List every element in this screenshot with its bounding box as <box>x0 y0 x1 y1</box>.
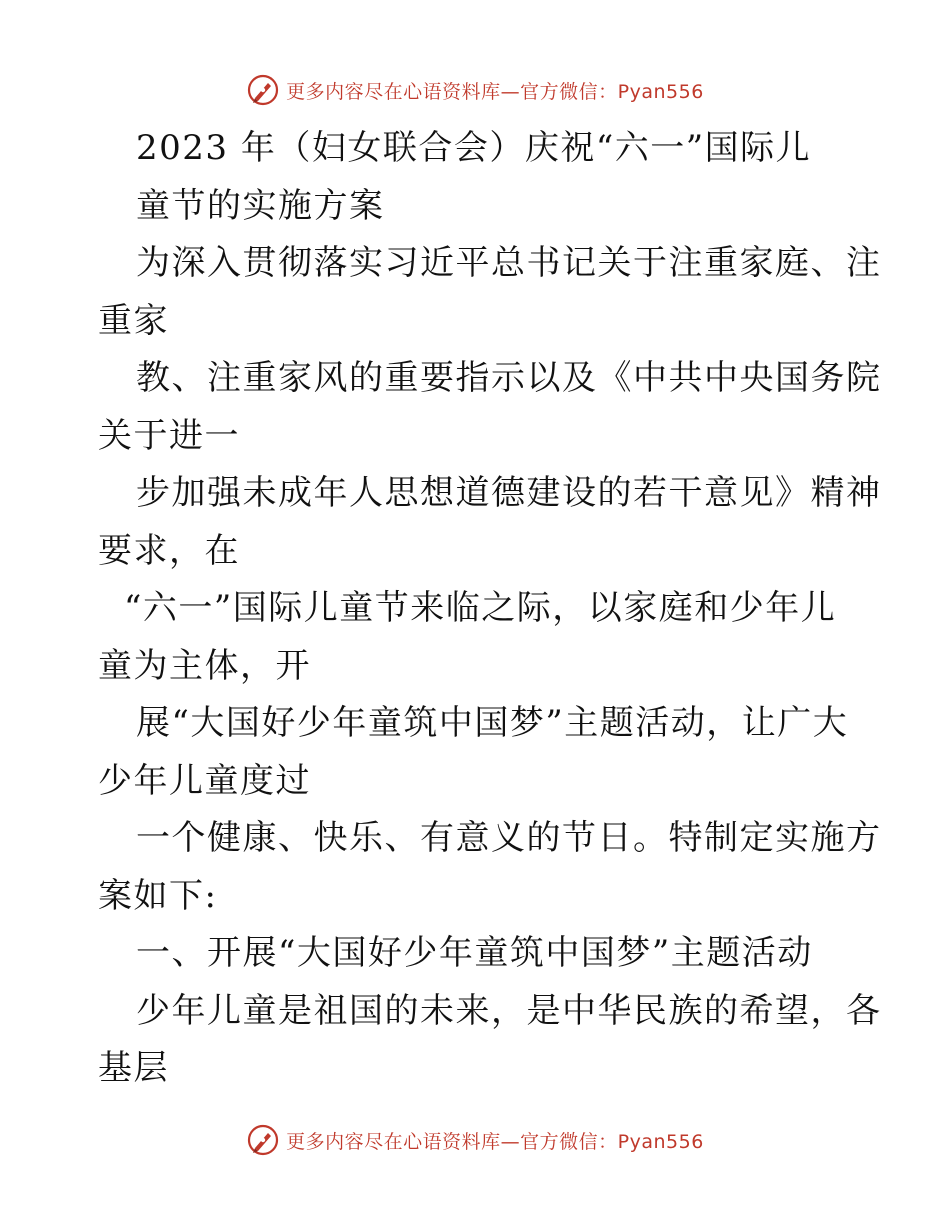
paragraph-line: “六一”国际儿童节来临之际，以家庭和少年儿 <box>124 588 837 628</box>
doc-title-line-2: 童节的实施方案 <box>136 185 385 226</box>
paragraph-line: 少年儿童度过 <box>98 760 311 801</box>
watermark-banner-top <box>0 70 950 110</box>
pen-logo-icon <box>246 1123 280 1157</box>
watermark-text-bottom: 更多内容尽在心语资料库—官方微信：Pyan556 <box>286 1130 704 1153</box>
paragraph-line: 重家 <box>98 300 169 341</box>
paragraph-line: 一个健康、快乐、有意义的节日。特制定实施方 <box>136 818 882 858</box>
pen-logo-icon <box>246 73 280 107</box>
paragraph-line: 展“大国好少年童筑中国梦”主题活动，让广大 <box>136 703 849 743</box>
section-heading: 一、开展“大国好少年童筑中国梦”主题活动 <box>136 933 813 973</box>
paragraph-line: 步加强未成年人思想道德建设的若干意见》精神 <box>136 473 882 513</box>
watermark-text-top: 更多内容尽在心语资料库—官方微信：Pyan556 <box>286 80 704 103</box>
paragraph-line: 教、注重家风的重要指示以及《中共中央国务院 <box>136 358 882 398</box>
paragraph-line: 案如下: <box>98 875 218 916</box>
paragraph-line: 为深入贯彻落实习近平总书记关于注重家庭、注 <box>136 243 882 283</box>
paragraph-line: 童为主体，开 <box>98 645 311 686</box>
paragraph-line: 要求，在 <box>98 530 240 571</box>
doc-title-line-1: 2023 年（妇女联合会）庆祝“六一”国际儿 <box>136 128 812 168</box>
paragraph-line: 关于进一 <box>98 415 240 456</box>
watermark-banner-bottom <box>0 1120 950 1160</box>
document-body <box>98 120 882 1098</box>
paragraph-line: 基层 <box>98 1048 169 1088</box>
paragraph-line: 少年儿童是祖国的未来，是中华民族的希望，各 <box>136 990 882 1031</box>
